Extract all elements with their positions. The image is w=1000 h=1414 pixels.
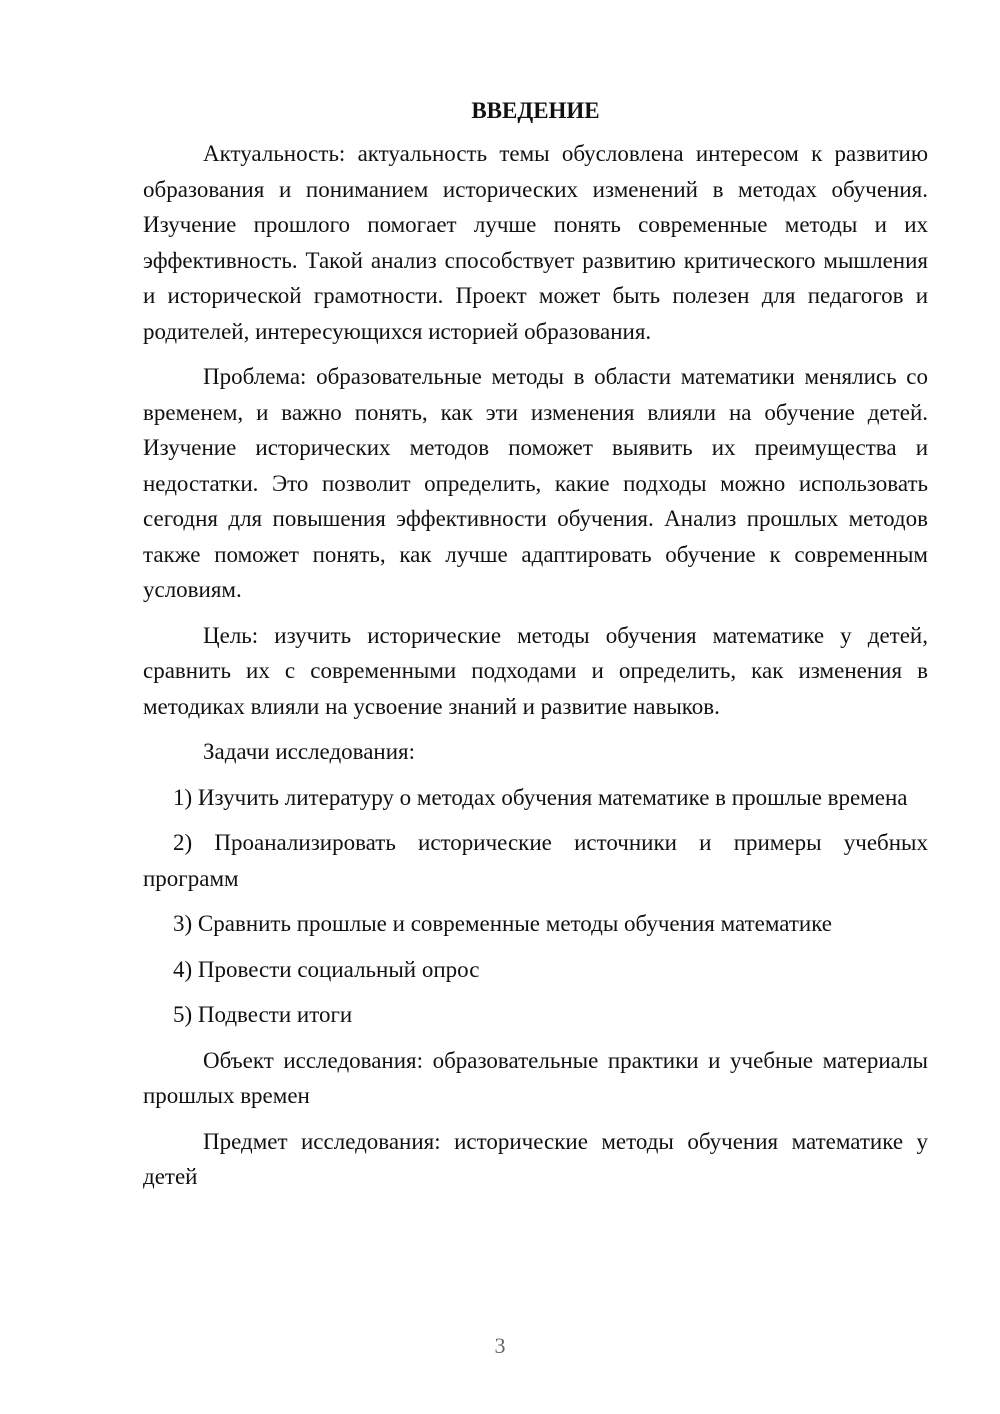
task-item-5: 5) Подвести итоги xyxy=(173,1002,353,1027)
research-subject-paragraph: Предмет исследования: исторические методы обучения математике у детей xyxy=(143,1128,928,1189)
task-item-1: 1) Изучить литературу о методах обучения математике в прошлые времена xyxy=(173,784,908,810)
relevance-paragraph: Актуальность: актуальность темы обусловлена интересом к развитию образования и пониманием исторических изменений в методах обучения. Изучение прошлого помогает лучше понять современные методы и их эффективность. Такой анализ способствует развитию критического мышления и исторической грамотности. Проект может быть полезен для педагогов и родителей, интересующихся историей образования. xyxy=(143,141,928,344)
document-page xyxy=(143,93,928,1205)
task-item-3: 3) Сравнить прошлые и современные методы обучения математике xyxy=(173,911,833,936)
problem-paragraph: Проблема: образовательные методы в области математики менялись со временем, и важно понять, как эти изменения влияли на обучение детей. Изучение исторических методов поможет выявить их преимущества и недостатки. Это позволит определить, какие подходы можно использовать сегодня для повышения эффективности обучения. Анализ прошлых методов также поможет понять, как лучше адаптировать обучение к современным условиям. xyxy=(143,364,928,602)
page-number: 3 xyxy=(494,1333,506,1358)
goal-paragraph: Цель: изучить исторические методы обучения математике у детей, сравнить их с современными подходами и определить, как изменения в методиках влияли на усвоение знаний и развитие навыков. xyxy=(143,622,928,719)
task-item-2: 2) Проанализировать исторические источники и примеры учебных программ xyxy=(143,830,928,891)
task-item-4: 4) Провести социальный опрос xyxy=(173,956,480,982)
section-title: ВВЕДЕНИЕ xyxy=(471,98,600,123)
research-object-paragraph: Объект исследования: образовательные практики и учебные материалы прошлых времен xyxy=(143,1047,928,1108)
tasks-heading: Задачи исследования: xyxy=(203,739,416,764)
